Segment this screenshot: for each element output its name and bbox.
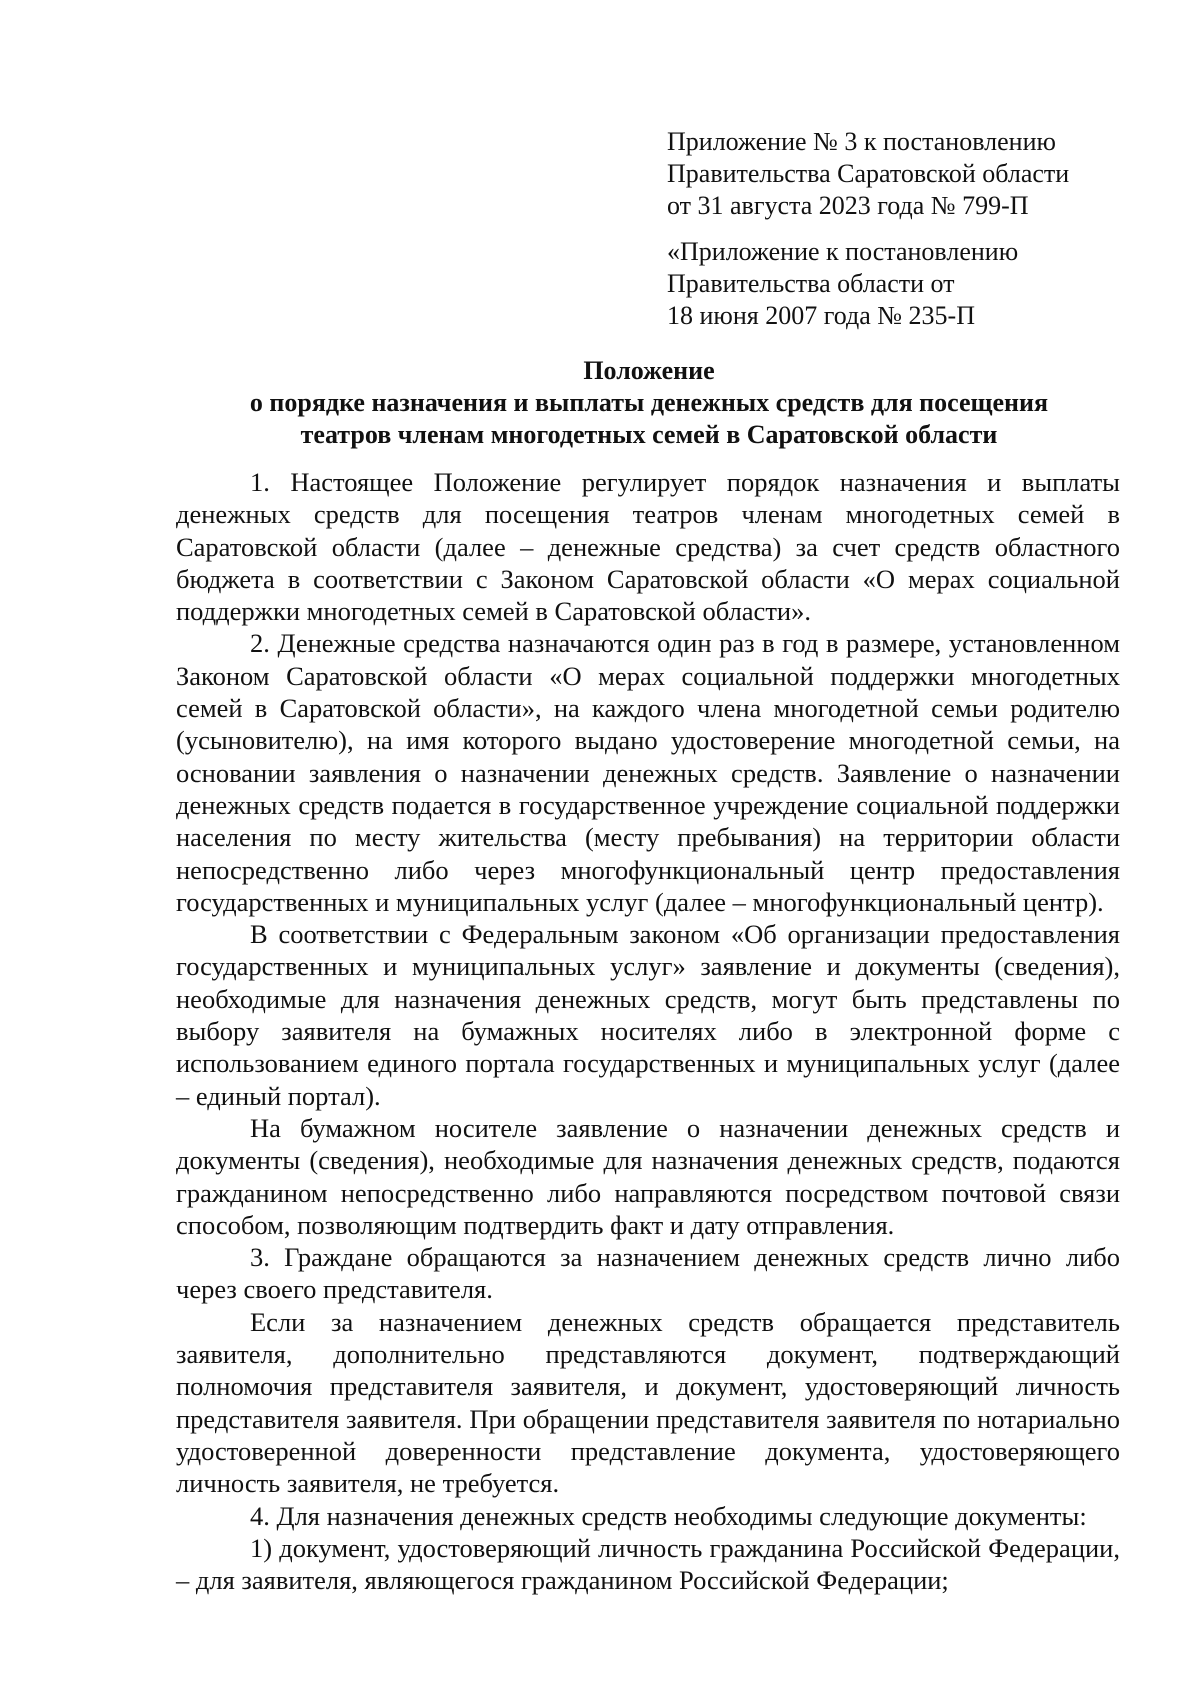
paragraph-8: 1) документ, удостоверяющий личность гражданина Российской Федерации, – для заявителя, являющегося гражданином Российской Федерации; [176, 1532, 1120, 1596]
paragraph-5: 3. Граждане обращаются за назначением денежных средств лично либо через своего представителя. [176, 1242, 1120, 1305]
appendix-header [667, 126, 1187, 222]
original-appendix-header-line-2: Правительства области от [667, 269, 955, 298]
paragraph-1: 1. Настоящее Положение регулирует порядок назначения и выплаты денежных средств для посещения театров членам многодетных семей в Саратовской области (далее – денежные средства) за счет средств областного бюджета в соответствии с Законом Саратовской области «О мерах социальной поддержки многодетных семей в Саратовской области». [176, 467, 1120, 627]
original-appendix-header-line-3: 18 июня 2007 года № 235-П [667, 301, 975, 330]
paragraph-3: В соответствии с Федеральным законом «Об организации предоставления государственных и муниципальных услуг» заявление и документы (сведения), необходимые для назначения денежных средств, могут быть представлены по выбору заявителя на бумажных носителях либо в электронной форме с использованием единого портала государственных и муниципальных услуг (далее – единый портал). [176, 919, 1120, 1111]
paragraph-6: Если за назначением денежных средств обращается представитель заявителя, дополнительно представляются документ, подтверждающий полномочия представителя заявителя, и документ, удостоверяющий личность представителя заявителя. При обращении представителя заявителя по нотариально удостоверенной доверенности представление документа, удостоверяющего личность заявителя, не требуется. [176, 1306, 1120, 1499]
appendix-header-line-1: Приложение № 3 к постановлению [667, 127, 1056, 156]
document-body [176, 466, 1120, 1596]
document-title-line-2: о порядке назначения и выплаты денежных средств для посещения [249, 388, 1049, 417]
document-title-line-3: театров членам многодетных семей в Саратовской области [300, 420, 998, 449]
original-appendix-header-line-1: «Приложение к постановлению [667, 237, 1019, 266]
paragraph-4: На бумажном носителе заявление о назначении денежных средств и документы (сведения), необходимые для назначения денежных средств, подаются гражданином непосредственно либо направляются посредством почтовой связи способом, позволяющим подтвердить факт и дату отправления. [176, 1112, 1120, 1240]
appendix-header-line-3: от 31 августа 2023 года № 799-П [667, 191, 1029, 220]
paragraph-7: 4. Для назначения денежных средств необходимы следующие документы: [250, 1500, 1087, 1531]
paragraph-2: 2. Денежные средства назначаются один раз в год в размере, установленном Законом Саратовской области «О мерах социальной поддержки многодетных семей в Саратовской области», на каждого члена многодетной семьи родителю (усыновителю), на имя которого выдано удостоверение многодетной семьи, на основании заявления о назначении денежных средств. Заявление о назначении денежных средств подается в государственное учреждение социальной поддержки населения по месту жительства (месту пребывания) на территории области непосредственно либо через многофункциональный центр предоставления государственных и муниципальных услуг (далее – многофункциональный центр). [176, 628, 1120, 917]
appendix-header-line-2: Правительства Саратовской области [667, 159, 1070, 188]
original-appendix-header [667, 236, 1187, 332]
document-title [174, 355, 1124, 451]
document-title-line-1: Положение [583, 356, 715, 385]
